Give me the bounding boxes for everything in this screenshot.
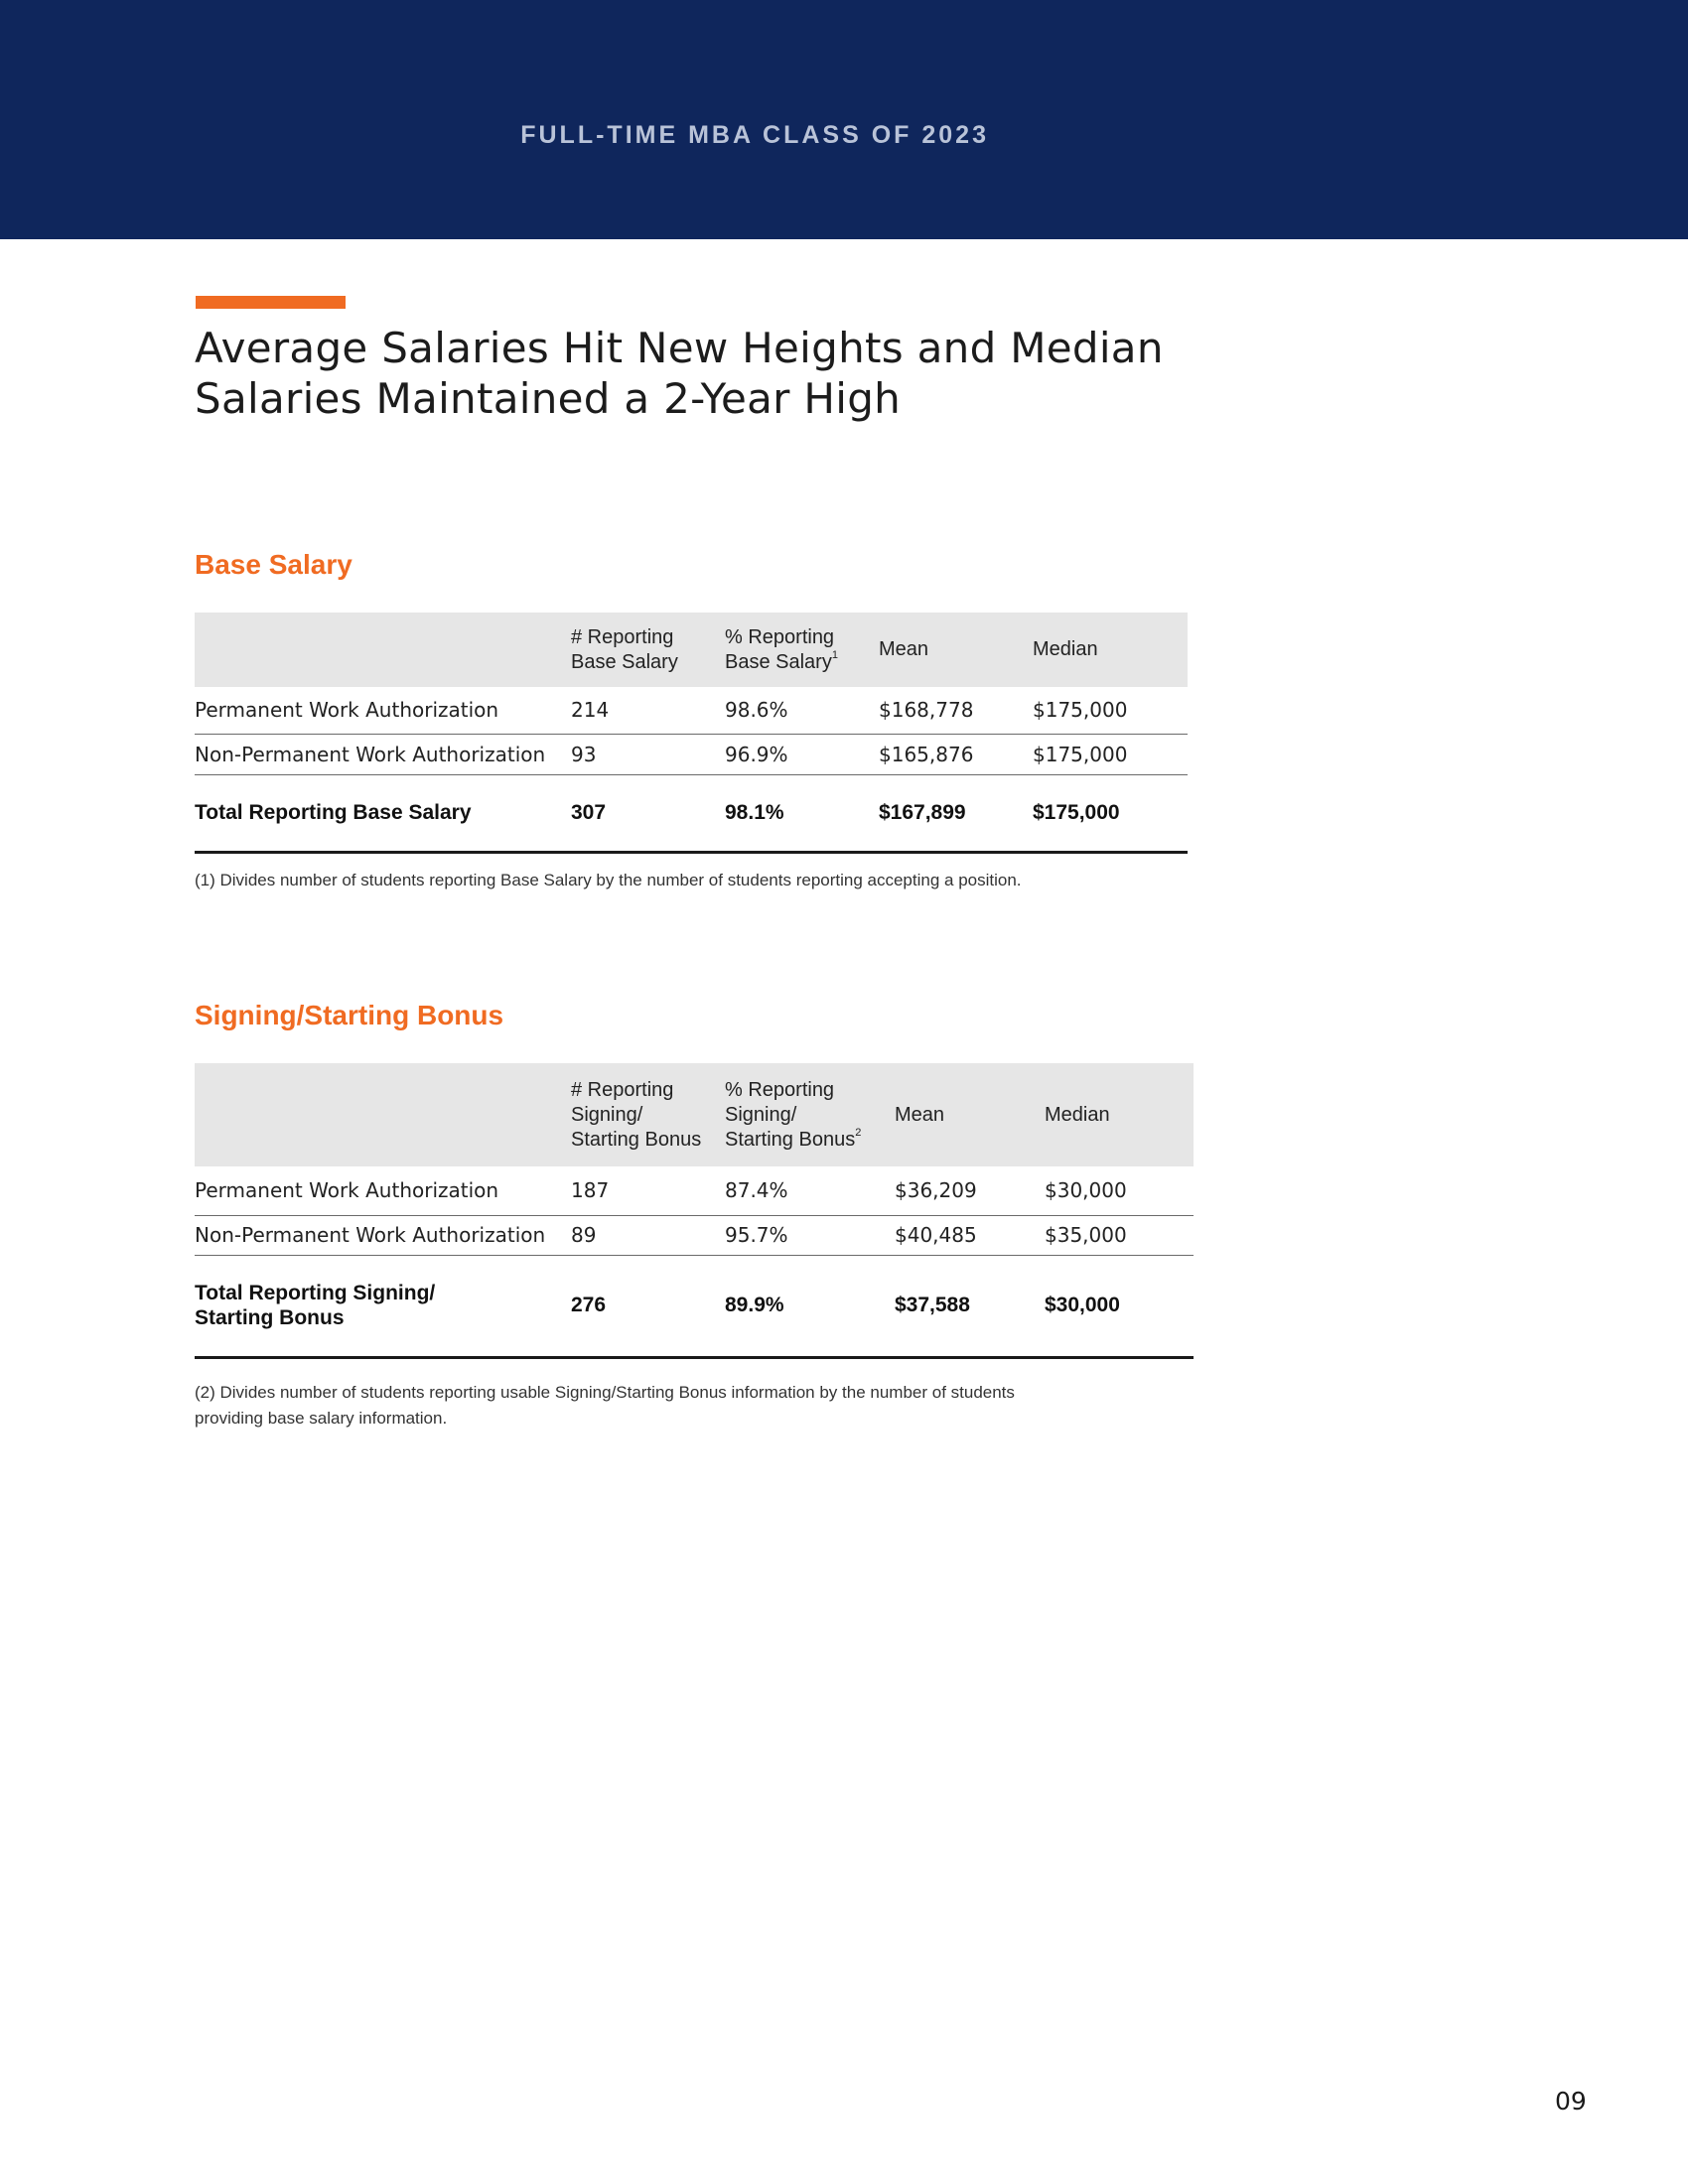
header-median: Median bbox=[1045, 1103, 1110, 1126]
signing-bonus-footnote-line-2: providing base salary information. bbox=[195, 1409, 448, 1428]
row-label: Non-Permanent Work Authorization bbox=[195, 1215, 571, 1255]
total-pct: 89.9% bbox=[725, 1255, 895, 1357]
row-pct: 96.9% bbox=[725, 734, 879, 774]
table-row bbox=[195, 687, 1188, 734]
total-mean: $167,899 bbox=[879, 774, 1033, 852]
row-label: Permanent Work Authorization bbox=[195, 687, 571, 734]
signing-bonus-heading: Signing/Starting Bonus bbox=[195, 1000, 504, 1030]
header-reporting-pct bbox=[725, 613, 879, 687]
header-reporting-pct-line-3: Starting Bonus bbox=[725, 1128, 856, 1151]
total-count: 276 bbox=[571, 1255, 725, 1357]
row-median: $30,000 bbox=[1045, 1166, 1194, 1215]
total-label: Total Reporting Base Salary bbox=[195, 774, 571, 852]
total-pct: 98.1% bbox=[725, 774, 879, 852]
page-title-line-1: Average Salaries Hit New Heights and Median bbox=[195, 324, 1164, 372]
header-reporting-count-line-1: # Reporting bbox=[571, 625, 674, 648]
header-reporting-pct-line-2: Base Salary bbox=[725, 650, 832, 673]
header-reporting-count-line-2: Base Salary bbox=[571, 650, 678, 673]
total-mean: $37,588 bbox=[895, 1255, 1045, 1357]
table-row bbox=[195, 1215, 1194, 1255]
signing-bonus-table bbox=[195, 1063, 1194, 1359]
table-row bbox=[195, 734, 1188, 774]
page-title-line-2: Salaries Maintained a 2-Year High bbox=[195, 374, 902, 423]
header-reporting-pct-line-2: Signing/ bbox=[725, 1103, 797, 1126]
row-mean: $36,209 bbox=[895, 1166, 1045, 1215]
header-blank bbox=[195, 613, 571, 687]
row-label: Permanent Work Authorization bbox=[195, 1166, 571, 1215]
total-label bbox=[195, 1255, 571, 1357]
row-mean: $40,485 bbox=[895, 1215, 1045, 1255]
header-mean: Mean bbox=[879, 638, 929, 660]
row-count: 89 bbox=[571, 1215, 725, 1255]
total-label-line-1: Total Reporting Signing/ bbox=[195, 1282, 436, 1304]
page-number: 09 bbox=[1555, 2087, 1587, 2116]
row-median: $175,000 bbox=[1033, 734, 1188, 774]
signing-bonus-header-row bbox=[195, 1063, 1194, 1166]
total-median: $175,000 bbox=[1033, 774, 1188, 852]
row-pct: 87.4% bbox=[725, 1166, 895, 1215]
header-median: Median bbox=[1033, 638, 1098, 660]
title-accent-bar bbox=[196, 296, 346, 309]
header-band bbox=[0, 0, 1688, 239]
header-reporting-pct-line-1: % Reporting bbox=[725, 1078, 835, 1101]
header-reporting-count-line-1: # Reporting bbox=[571, 1078, 674, 1101]
header-reporting-pct-line-1: % Reporting bbox=[725, 625, 835, 648]
row-pct: 95.7% bbox=[725, 1215, 895, 1255]
row-pct: 98.6% bbox=[725, 687, 879, 734]
header-label: FULL-TIME MBA CLASS OF 2023 bbox=[520, 121, 989, 149]
total-count: 307 bbox=[571, 774, 725, 852]
row-mean: $165,876 bbox=[879, 734, 1033, 774]
base-salary-table bbox=[195, 613, 1188, 854]
row-label: Non-Permanent Work Authorization bbox=[195, 734, 571, 774]
header-mean: Mean bbox=[895, 1103, 945, 1126]
signing-bonus-footnote bbox=[195, 1380, 1168, 1432]
total-row bbox=[195, 1255, 1194, 1357]
header-reporting-count bbox=[571, 613, 725, 687]
total-median: $30,000 bbox=[1045, 1255, 1194, 1357]
row-count: 187 bbox=[571, 1166, 725, 1215]
page-title bbox=[195, 323, 1188, 424]
footnote-marker: 2 bbox=[855, 1126, 862, 1139]
header-blank bbox=[195, 1063, 571, 1166]
base-salary-heading: Base Salary bbox=[195, 549, 352, 580]
base-salary-footnote: (1) Divides number of students reporting Base Salary by the number of students reporting accepting a position. bbox=[195, 871, 1022, 889]
footnote-marker: 1 bbox=[831, 648, 838, 661]
header-reporting-count-line-3: Starting Bonus bbox=[571, 1128, 702, 1151]
total-row bbox=[195, 774, 1188, 852]
table-row bbox=[195, 1166, 1194, 1215]
header-reporting-count bbox=[571, 1063, 725, 1166]
row-median: $35,000 bbox=[1045, 1215, 1194, 1255]
row-count: 214 bbox=[571, 687, 725, 734]
row-mean: $168,778 bbox=[879, 687, 1033, 734]
total-label-line-2: Starting Bonus bbox=[195, 1306, 345, 1329]
header-reporting-count-line-2: Signing/ bbox=[571, 1103, 643, 1126]
header-reporting-pct bbox=[725, 1063, 895, 1166]
signing-bonus-footnote-line-1: (2) Divides number of students reporting usable Signing/Starting Bonus information by the number of students bbox=[195, 1383, 1015, 1402]
row-median: $175,000 bbox=[1033, 687, 1188, 734]
row-count: 93 bbox=[571, 734, 725, 774]
base-salary-header-row bbox=[195, 613, 1188, 687]
